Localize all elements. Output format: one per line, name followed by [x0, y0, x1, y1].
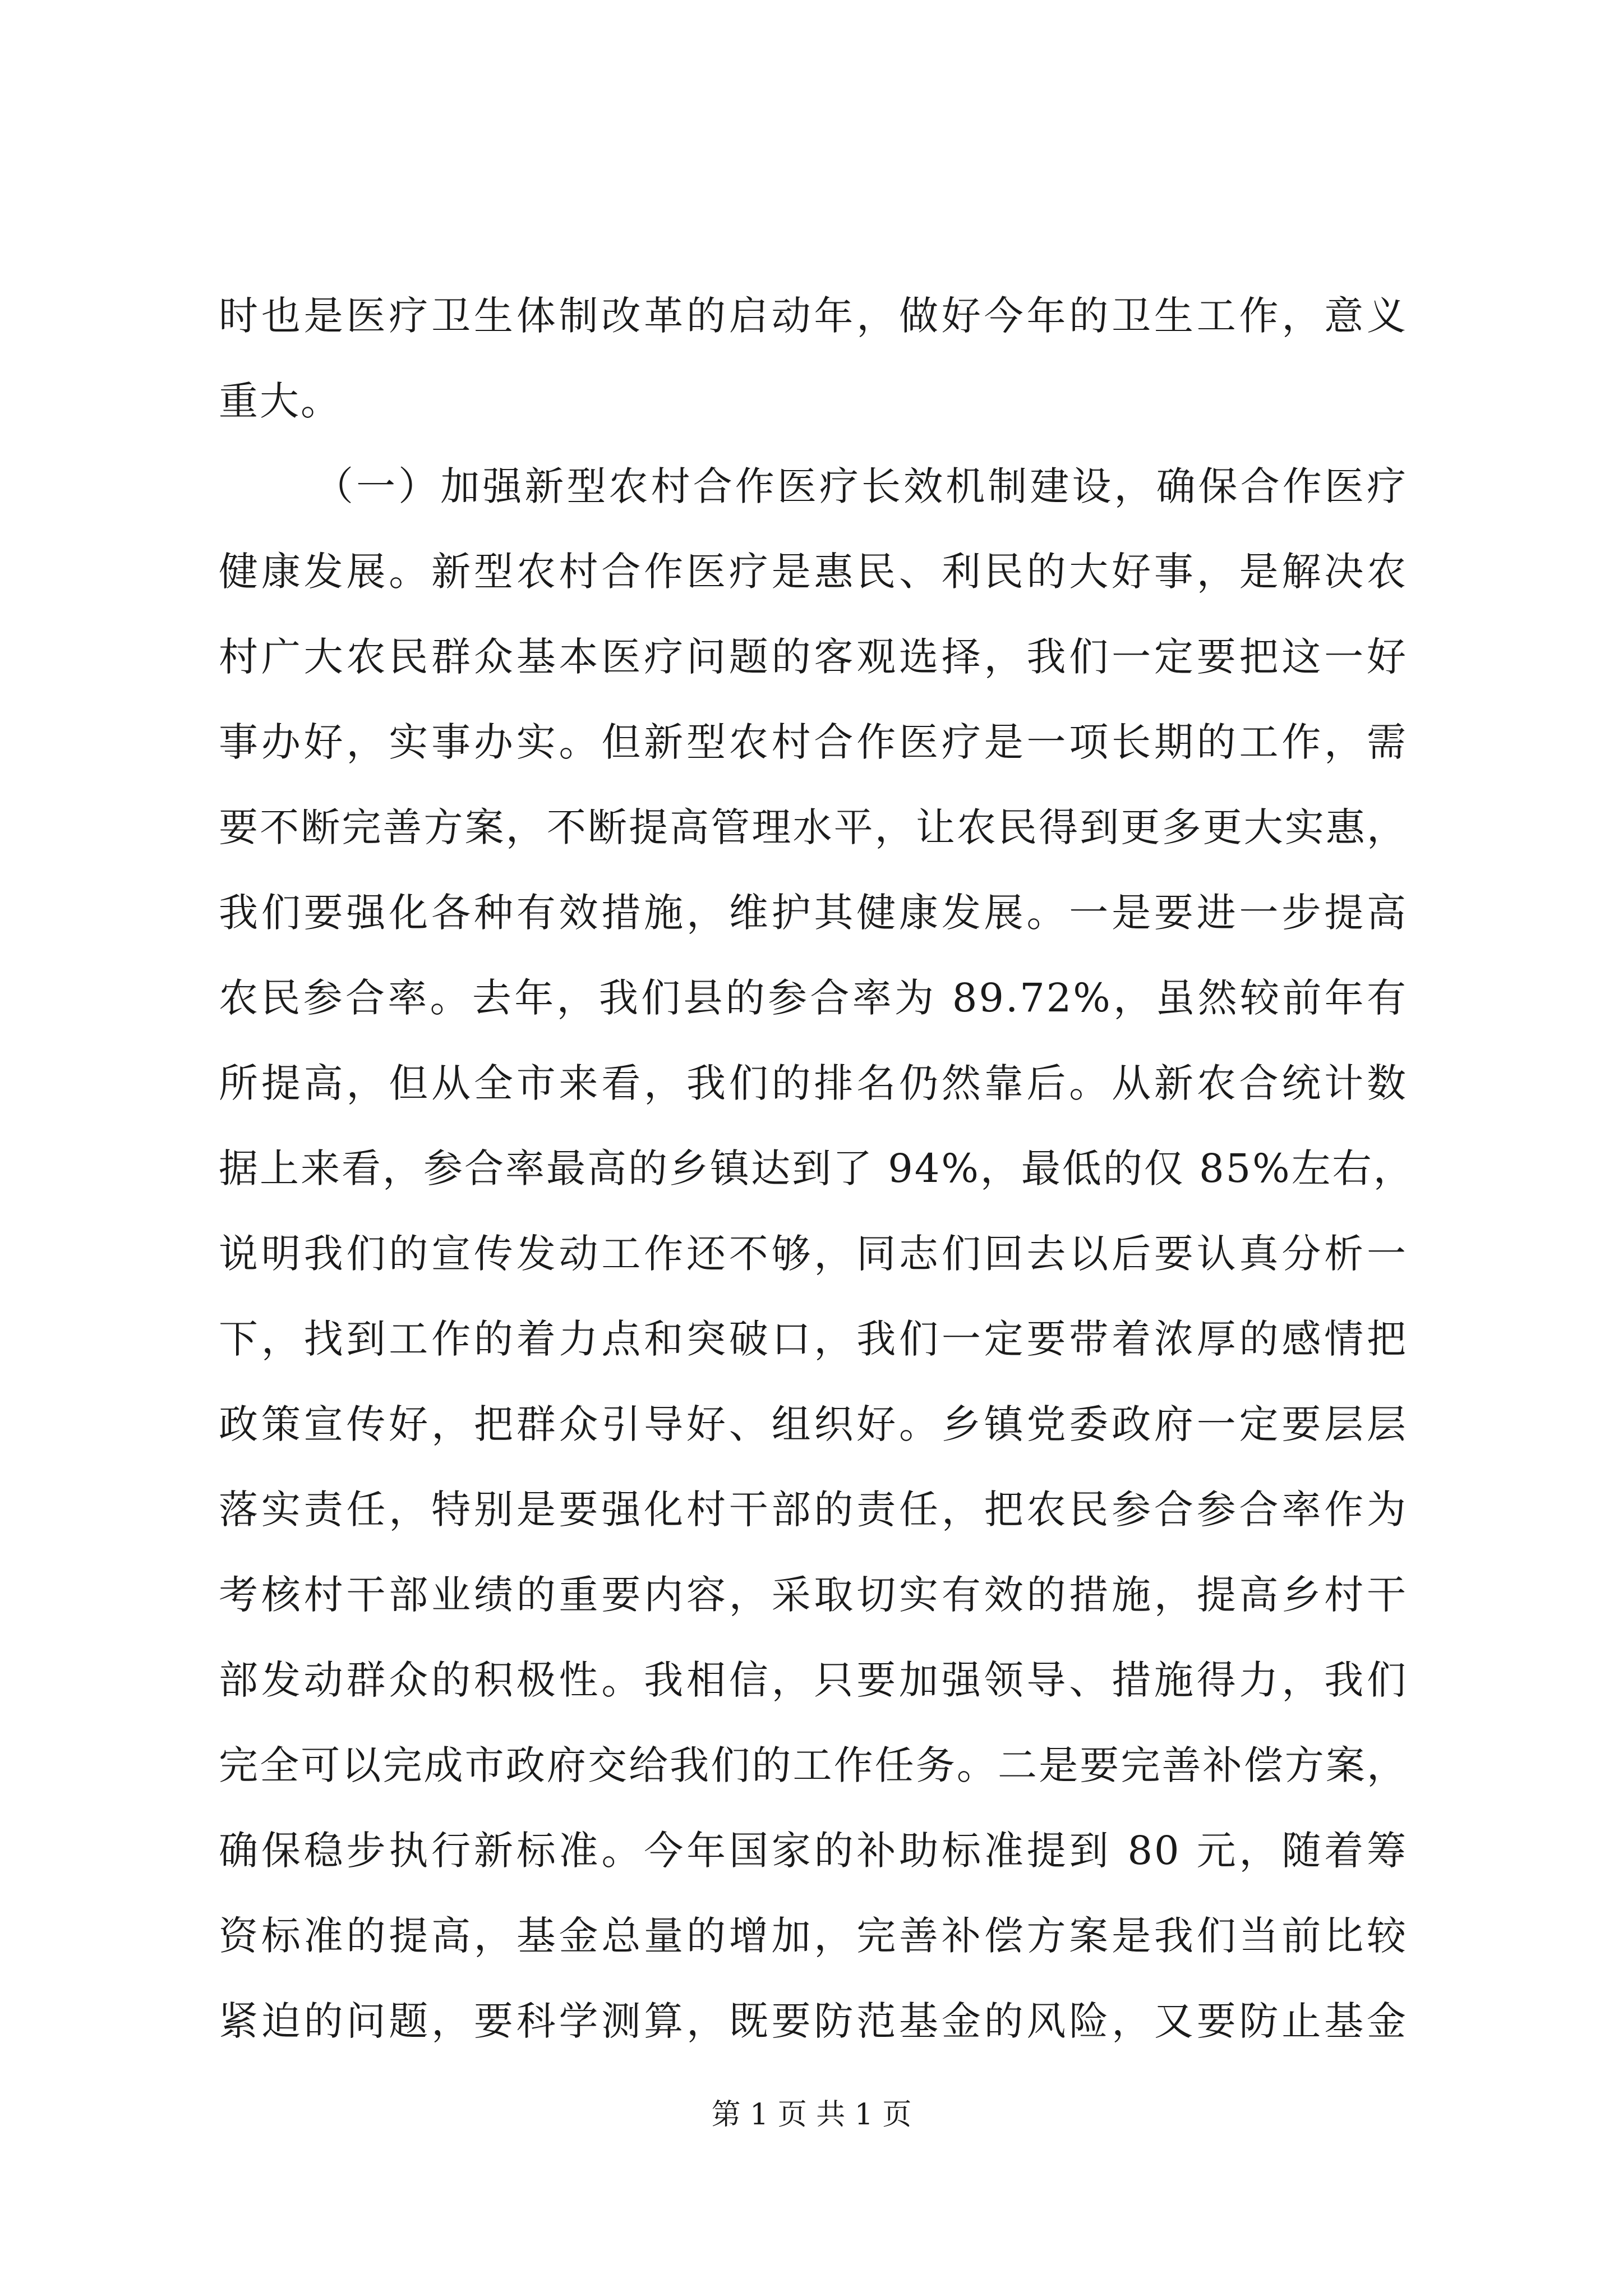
text-line: 下，找到工作的着力点和突破口，我们一定要带着浓厚的感情把 — [219, 1316, 1408, 1362]
text-line: 我们要强化各种有效措施，维护其健康发展。一是要进一步提高 — [219, 890, 1408, 936]
text-line: 重大。 — [219, 378, 342, 424]
text-line: 完全可以完成市政府交给我们的工作任务。二是要完善补偿方案， — [219, 1742, 1408, 1788]
text-line: 村广大农民群众基本医疗问题的客观选择，我们一定要把这一好 — [219, 634, 1408, 680]
text-line: 说明我们的宣传发动工作还不够，同志们回去以后要认真分析一 — [219, 1231, 1408, 1277]
text-line: 确保稳步执行新标准。今年国家的补助标准提到 80 元，随着筹 — [219, 1828, 1408, 1874]
text-line: 时也是医疗卫生体制改革的启动年，做好今年的卫生工作，意义 — [219, 293, 1408, 339]
text-line: 落实责任，特别是要强化村干部的责任，把农民参合参合率作为 — [219, 1487, 1408, 1533]
page-number-footer: 第 1 页 共 1 页 — [711, 2098, 912, 2132]
text-line: 政策宣传好，把群众引导好、组织好。乡镇党委政府一定要层层 — [219, 1401, 1408, 1447]
text-line: 要不断完善方案，不断提高管理水平，让农民得到更多更大实惠， — [219, 804, 1408, 850]
text-line: 考核村干部业绩的重要内容，采取切实有效的措施，提高乡村干 — [219, 1572, 1408, 1618]
text-line: 紧迫的问题，要科学测算，既要防范基金的风险，又要防止基金 — [219, 1998, 1408, 2044]
text-line: 部发动群众的积极性。我相信，只要加强领导、措施得力，我们 — [219, 1657, 1408, 1703]
text-line: 农民参合率。去年，我们县的参合率为 89.72%，虽然较前年有 — [219, 975, 1408, 1021]
text-line: 健康发展。新型农村合作医疗是惠民、利民的大好事，是解决农 — [219, 549, 1408, 595]
paragraph-heading-line: （一）加强新型农村合作医疗长效机制建设，确保合作医疗 — [314, 463, 1408, 509]
text-line: 事办好，实事办实。但新型农村合作医疗是一项长期的工作，需 — [219, 719, 1408, 765]
text-line: 据上来看，参合率最高的乡镇达到了 94%，最低的仅 85%左右， — [219, 1145, 1414, 1191]
text-line: 资标准的提高，基金总量的增加，完善补偿方案是我们当前比较 — [219, 1913, 1408, 1959]
text-line: 所提高，但从全市来看，我们的排名仍然靠后。从新农合统计数 — [219, 1060, 1408, 1106]
